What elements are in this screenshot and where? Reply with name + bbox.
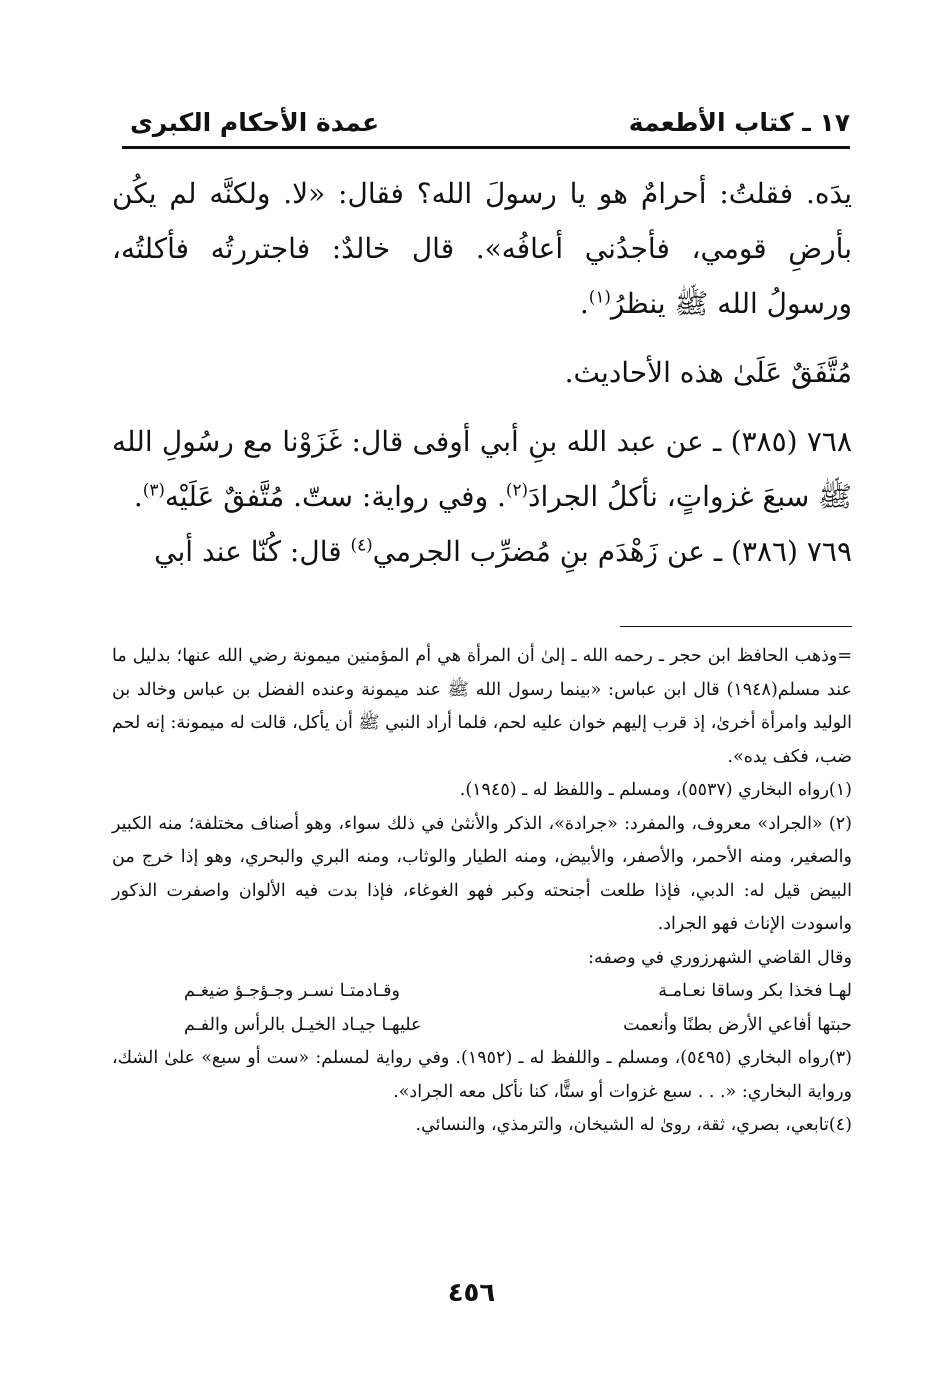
paragraph-text: ٧٦٩ (٣٨٦) ـ عن زَهْدَم بنِ مُضرِّب الجرمي: [372, 535, 852, 568]
header-rule: [122, 146, 850, 149]
hemistich: لهـا فخذا بكر وساقا نعـامـة: [658, 981, 852, 1001]
poem-verse-1: [112, 975, 852, 1009]
page-number: ٤٥٦: [447, 1278, 496, 1308]
footnote-ref: (٣): [142, 479, 165, 500]
hadith-769: [112, 524, 852, 579]
paragraph-text: . وفي رواية: ستّ. مُتَّفقٌ عَلَيْه: [164, 480, 506, 513]
footnote-2: (٢) «الجراد» معروف، والمفرد: «جرادة»، الذكر والأنثىٰ في ذلك سواء، وهو أصناف مختلفة؛ منه الكبير والصغير، ومنه الأحمر، والأصفر، والأبيض، ومنه الطيار والوثاب، ومنه البري والبحري، وهو إذا خرج من البيض قيل له: الدبي، فإذا طلعت أجنحته وكبر فهو الغوغاء، فإذا بدت فيه الألوان واصفرت الذكور واسودت الإناث فهو الجراد.: [112, 813, 852, 934]
paragraph-text: قال: كُنّا عند أبي: [154, 535, 351, 568]
punctuation: .: [133, 480, 143, 513]
footnote-4: (٤)تابعي، بصري، ثقة، رویٰ له الشيخان، والترمذي، والنسائي.: [415, 1115, 852, 1135]
paragraph-text: يدَه. فقلتُ: أحرامٌ هو يا رسولَ الله؟ فقال: «لا. ولكنَّه لم يكُن بأرضِ قومي، فأجدُني أعافُه». قال خالدٌ: فاجتررتُه فأكلتُه، ورسولُ الله ﷺ ينظرُ: [112, 177, 852, 320]
paragraph-text: ٧٦٨ (٣٨٥) ـ عن عبد الله بنِ أبي أوفى قال: غَزَوْنا مع رسُولِ الله ﷺ سبعَ غزواتٍ، نأكلُ الجرادَ: [112, 425, 853, 513]
poem-verse-2: [112, 1009, 852, 1043]
footnote-3: (٣)رواه البخاري (٥٤٩٥)، ومسلم ـ واللفظ له ـ (١٩٥٢). وفي رواية لمسلم: «ست أو سبع» علىٰ الشك، ورواية البخاري: «. . . سبع غزوات أو ستًّا، كنا نأكل معه الجراد».: [112, 1048, 852, 1102]
running-header: [122, 104, 850, 144]
hemistich: عليهـا جيـاد الخيـل بالرأس والفـم: [184, 1014, 422, 1035]
hemistich: حبتها أفاعي الأرض بطنًا وأنعمت: [623, 1014, 852, 1035]
footnote-rule: [620, 626, 852, 627]
footnote-2-intro: وقال القاضي الشهرزوري في وصفه:: [588, 947, 852, 968]
hadith-768: [112, 414, 852, 524]
hemistich: وقـادمتـا نسـر وجـؤجـؤ ضيغـم: [184, 981, 400, 1001]
book-title: عمدة الأحكام الكبرى: [130, 108, 380, 137]
punctuation: .: [579, 287, 589, 320]
footnote-1: (١)رواه البخاري (٥٥٣٧)، ومسلم ـ واللفظ له ـ (١٩٤٥).: [459, 780, 852, 800]
footnotes: [112, 640, 852, 1143]
main-text: [112, 166, 852, 579]
footnote-ref: (١): [588, 286, 611, 307]
footnote-ref: (٤): [350, 534, 373, 555]
footnote-continuation: =وذهب الحافظ ابن حجر ـ رحمه الله ـ إلىٰ أن المرأة هي أم المؤمنين ميمونة رضي الله عنها؛ بدليل ما عند مسلم(١٩٤٨) قال ابن عباس: «بينما رسول الله ﷺ عند ميمونة وعنده الفضل بن عباس وخالد بن الوليد وامرأة أخرىٰ، إذ قرب إليهم خوان عليه لحم، فلما أراد النبي ﷺ أن يأكل، قالت له ميمونة: إنه لحم ضب، فكف يده».: [112, 646, 852, 767]
chapter-title: ١٧ ـ كتاب الأطعمة: [628, 108, 850, 137]
hadith-continuation: [112, 166, 852, 331]
agreement-note: مُتَّفَقٌ عَلَىٰ هذه الأحاديث.: [564, 356, 852, 389]
footnote-ref: (٢): [505, 479, 529, 500]
